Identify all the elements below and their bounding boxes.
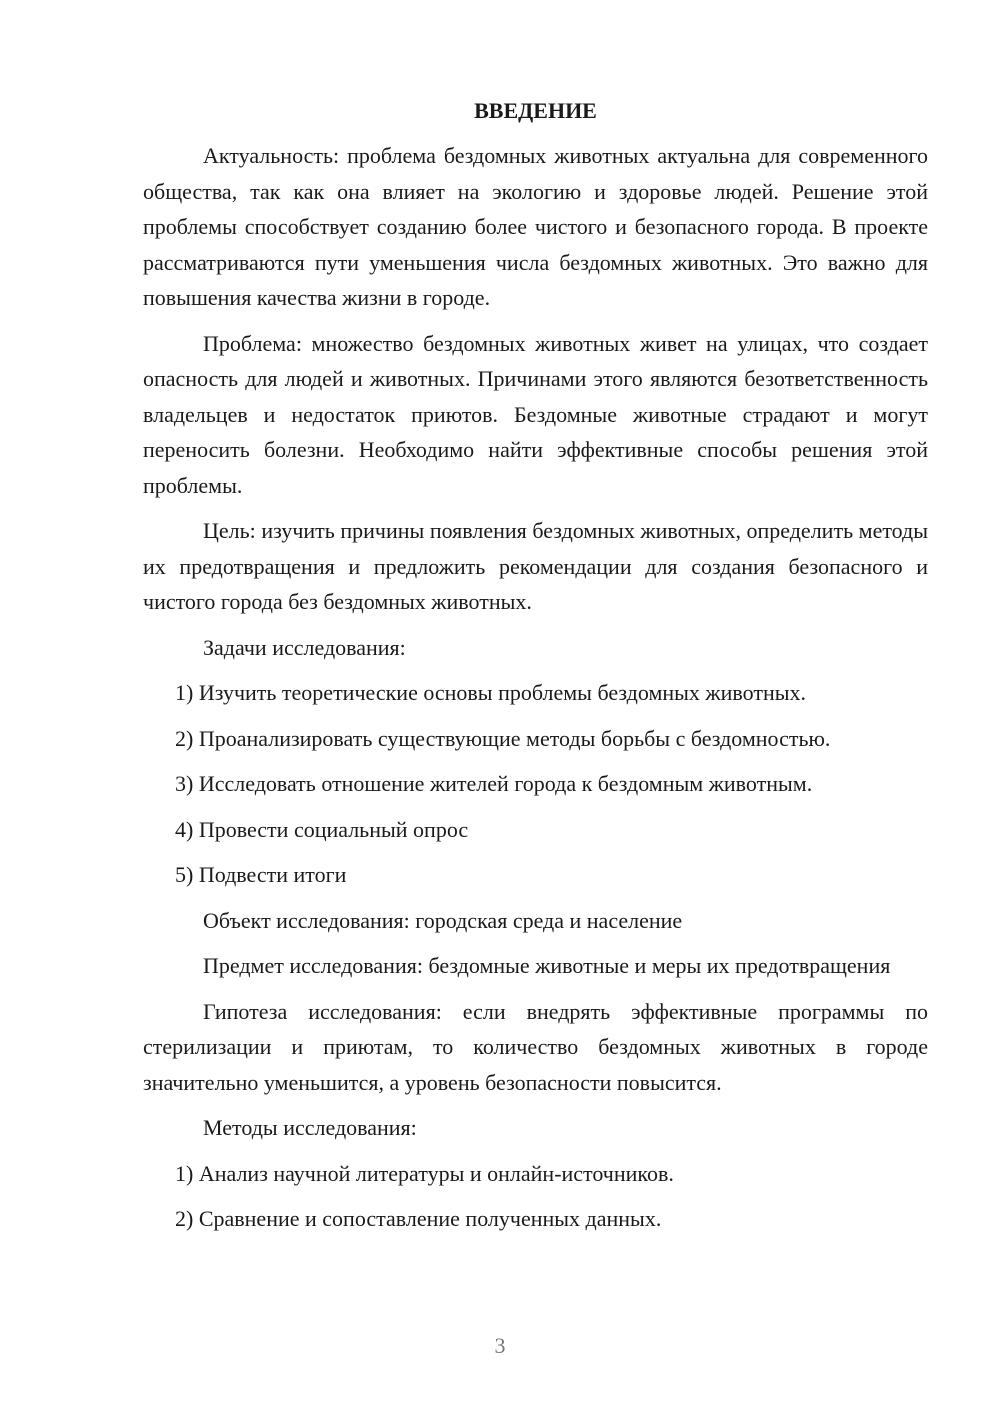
- list-item: 1) Изучить теоретические основы проблемы бездомных животных.: [175, 680, 807, 705]
- list-item: 4) Провести социальный опрос: [175, 816, 469, 842]
- list-item: 3) Исследовать отношение жителей города к бездомным животным.: [175, 771, 813, 796]
- goal-paragraph: Цель: изучить причины появления бездомных животных, определить методы их предотвращения и предложить рекомендации для создания безопасного и чистого города без бездомных животных.: [143, 518, 928, 614]
- tasks-heading: Задачи исследования:: [203, 634, 406, 660]
- problem-paragraph: Проблема: множество бездомных животных живет на улицах, что создает опасность для людей и животных. Причинами этого являются безответственность владельцев и недостаток приютов. Бездомные животные страдают и могут переносить болезни. Необходимо найти эффективные способы решения этой проблемы.: [143, 330, 928, 498]
- methods-heading: Методы исследования:: [203, 1115, 417, 1140]
- tasks-list: [143, 675, 928, 893]
- relevance-paragraph: Актуальность: проблема бездомных животных актуальна для современного общества, так как она влияет на экологию и здоровье людей. Решение этой проблемы способствует созданию более чистого и безопасного города. В проекте рассматриваются пути уменьшения числа бездомных животных. Это важно для повышения качества жизни в городе.: [143, 143, 928, 310]
- methods-list: [143, 1156, 928, 1237]
- list-item: 1) Анализ научной литературы и онлайн-источников.: [175, 1160, 674, 1186]
- list-item: 5) Подвести итоги: [175, 862, 347, 887]
- list-item: 2) Проанализировать существующие методы борьбы с бездомностью.: [175, 725, 831, 751]
- list-item: 2) Сравнение и сопоставление полученных данных.: [175, 1206, 662, 1231]
- hypothesis-paragraph: Гипотеза исследования: если внедрять эффективные программы по стерилизации и приютам, то количество бездомных животных в городе значительно уменьшится, а уровень безопасности повысится.: [143, 998, 928, 1095]
- subject-paragraph: Предмет исследования: бездомные животные и меры их предотвращения: [203, 953, 891, 978]
- object-paragraph: Объект исследования: городская среда и население: [203, 907, 683, 933]
- document-page: [143, 95, 928, 1237]
- section-title: ВВЕДЕНИЕ: [474, 98, 597, 123]
- page-number: 3: [494, 1333, 506, 1358]
